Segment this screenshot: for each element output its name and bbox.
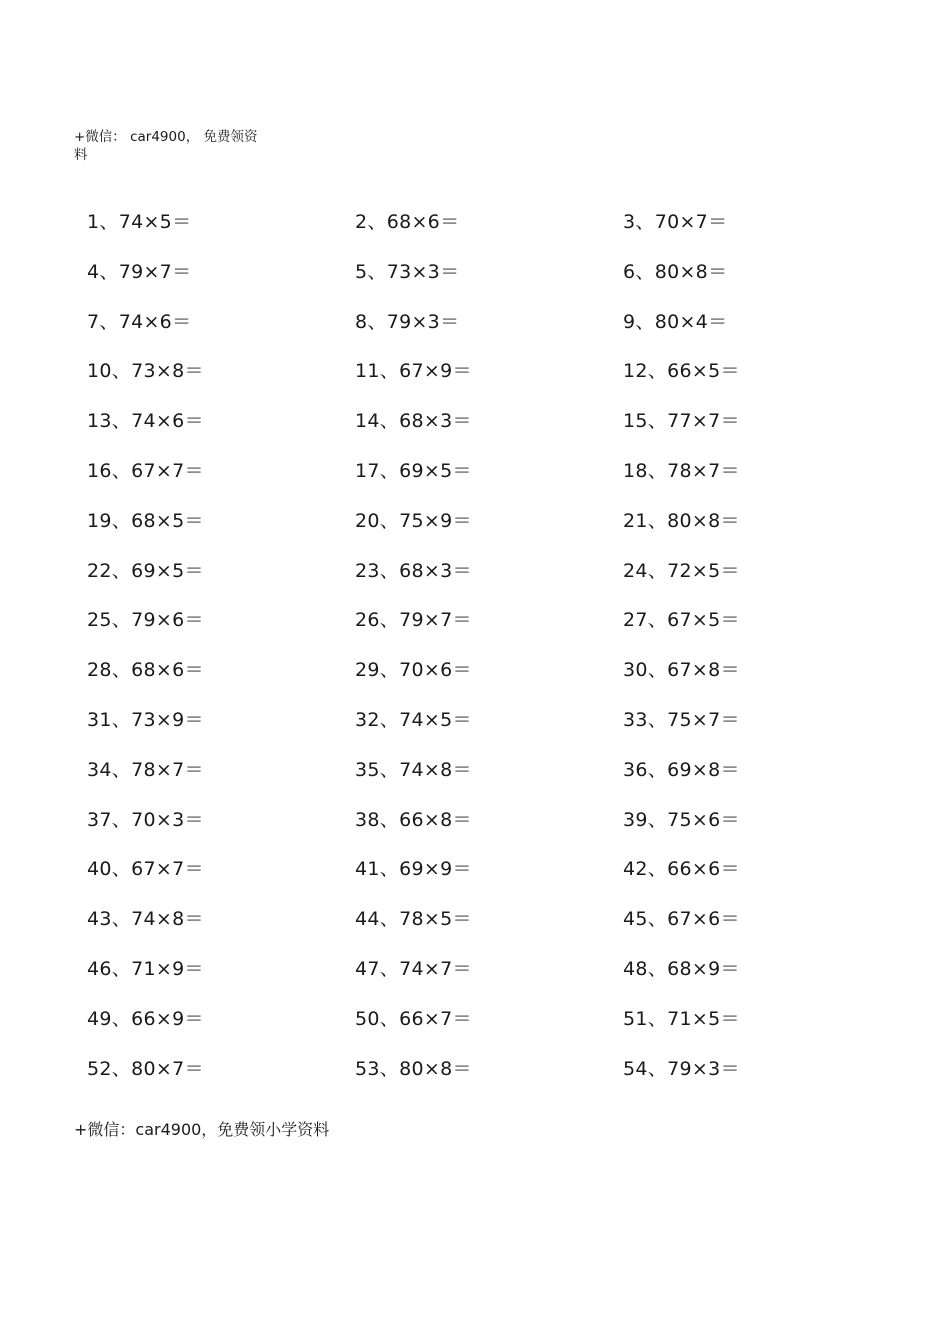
problem-item: 32、74×5＝ (355, 708, 472, 731)
problem-item: 3、70×7＝ (623, 211, 728, 233)
problem-item: 27、67×5＝ (623, 609, 740, 632)
problem-item: 16、67×7＝ (87, 459, 204, 482)
problem-item: 44、78×5＝ (355, 908, 472, 931)
problem-item: 15、77×7＝ (623, 410, 740, 433)
problem-item: 24、72×5＝ (623, 559, 740, 582)
problem-item: 54、79×3＝ (623, 1057, 740, 1080)
problem-item: 17、69×5＝ (355, 459, 472, 482)
problem-item: 28、68×6＝ (87, 659, 204, 682)
problem-item: 52、80×7＝ (87, 1057, 204, 1080)
problem-item: 39、75×6＝ (623, 808, 740, 831)
problem-item: 21、80×8＝ (623, 509, 740, 532)
problem-item: 25、79×6＝ (87, 609, 204, 632)
problem-item: 11、67×9＝ (355, 360, 472, 383)
problem-item: 45、67×6＝ (623, 908, 740, 931)
problem-item: 53、80×8＝ (355, 1057, 472, 1080)
problem-item: 40、67×7＝ (87, 858, 204, 881)
problem-item: 30、67×8＝ (623, 659, 740, 682)
problem-item: 34、78×7＝ (87, 758, 204, 781)
problem-item: 38、66×8＝ (355, 808, 472, 831)
problem-item: 12、66×5＝ (623, 360, 740, 383)
problem-item: 43、74×8＝ (87, 908, 204, 931)
problem-item: 13、74×6＝ (87, 410, 204, 433)
problem-item: 33、75×7＝ (623, 708, 740, 731)
problem-item: 46、71×9＝ (87, 957, 204, 980)
problem-item: 1、74×5＝ (87, 211, 192, 233)
problem-item: 48、68×9＝ (623, 957, 740, 980)
problem-item: 18、78×7＝ (623, 459, 740, 482)
problem-item: 8、79×3＝ (355, 310, 460, 333)
problem-item: 6、80×8＝ (623, 260, 728, 283)
problem-item: 50、66×7＝ (355, 1007, 472, 1030)
problem-item: 9、80×4＝ (623, 310, 728, 333)
problem-item: 19、68×5＝ (87, 509, 204, 532)
problem-item: 41、69×9＝ (355, 858, 472, 881)
problem-item: 42、66×6＝ (623, 858, 740, 881)
problem-item: 5、73×3＝ (355, 260, 460, 283)
problem-item: 36、69×8＝ (623, 758, 740, 781)
problem-item: 7、74×6＝ (87, 310, 192, 333)
header-note: +微信： car4900， 免费领资 料 (74, 129, 258, 163)
problem-item: 23、68×3＝ (355, 559, 472, 582)
problem-item: 29、70×6＝ (355, 659, 472, 682)
problem-item: 31、73×9＝ (87, 708, 204, 731)
problem-item: 37、70×3＝ (87, 808, 204, 831)
problem-item: 20、75×9＝ (355, 509, 472, 532)
problem-item: 35、74×8＝ (355, 758, 472, 781)
problem-item: 10、73×8＝ (87, 360, 204, 383)
problem-item: 2、68×6＝ (355, 211, 460, 233)
problem-item: 22、69×5＝ (87, 559, 204, 582)
footer-note: +微信：car4900，免费领小学资料 (74, 1120, 330, 1139)
problem-item: 49、66×9＝ (87, 1007, 204, 1030)
problem-grid (87, 198, 887, 1094)
problem-item: 14、68×3＝ (355, 410, 472, 433)
problem-item: 51、71×5＝ (623, 1007, 740, 1030)
problem-item: 4、79×7＝ (87, 260, 192, 283)
problem-item: 47、74×7＝ (355, 957, 472, 980)
problem-item: 26、79×7＝ (355, 609, 472, 632)
